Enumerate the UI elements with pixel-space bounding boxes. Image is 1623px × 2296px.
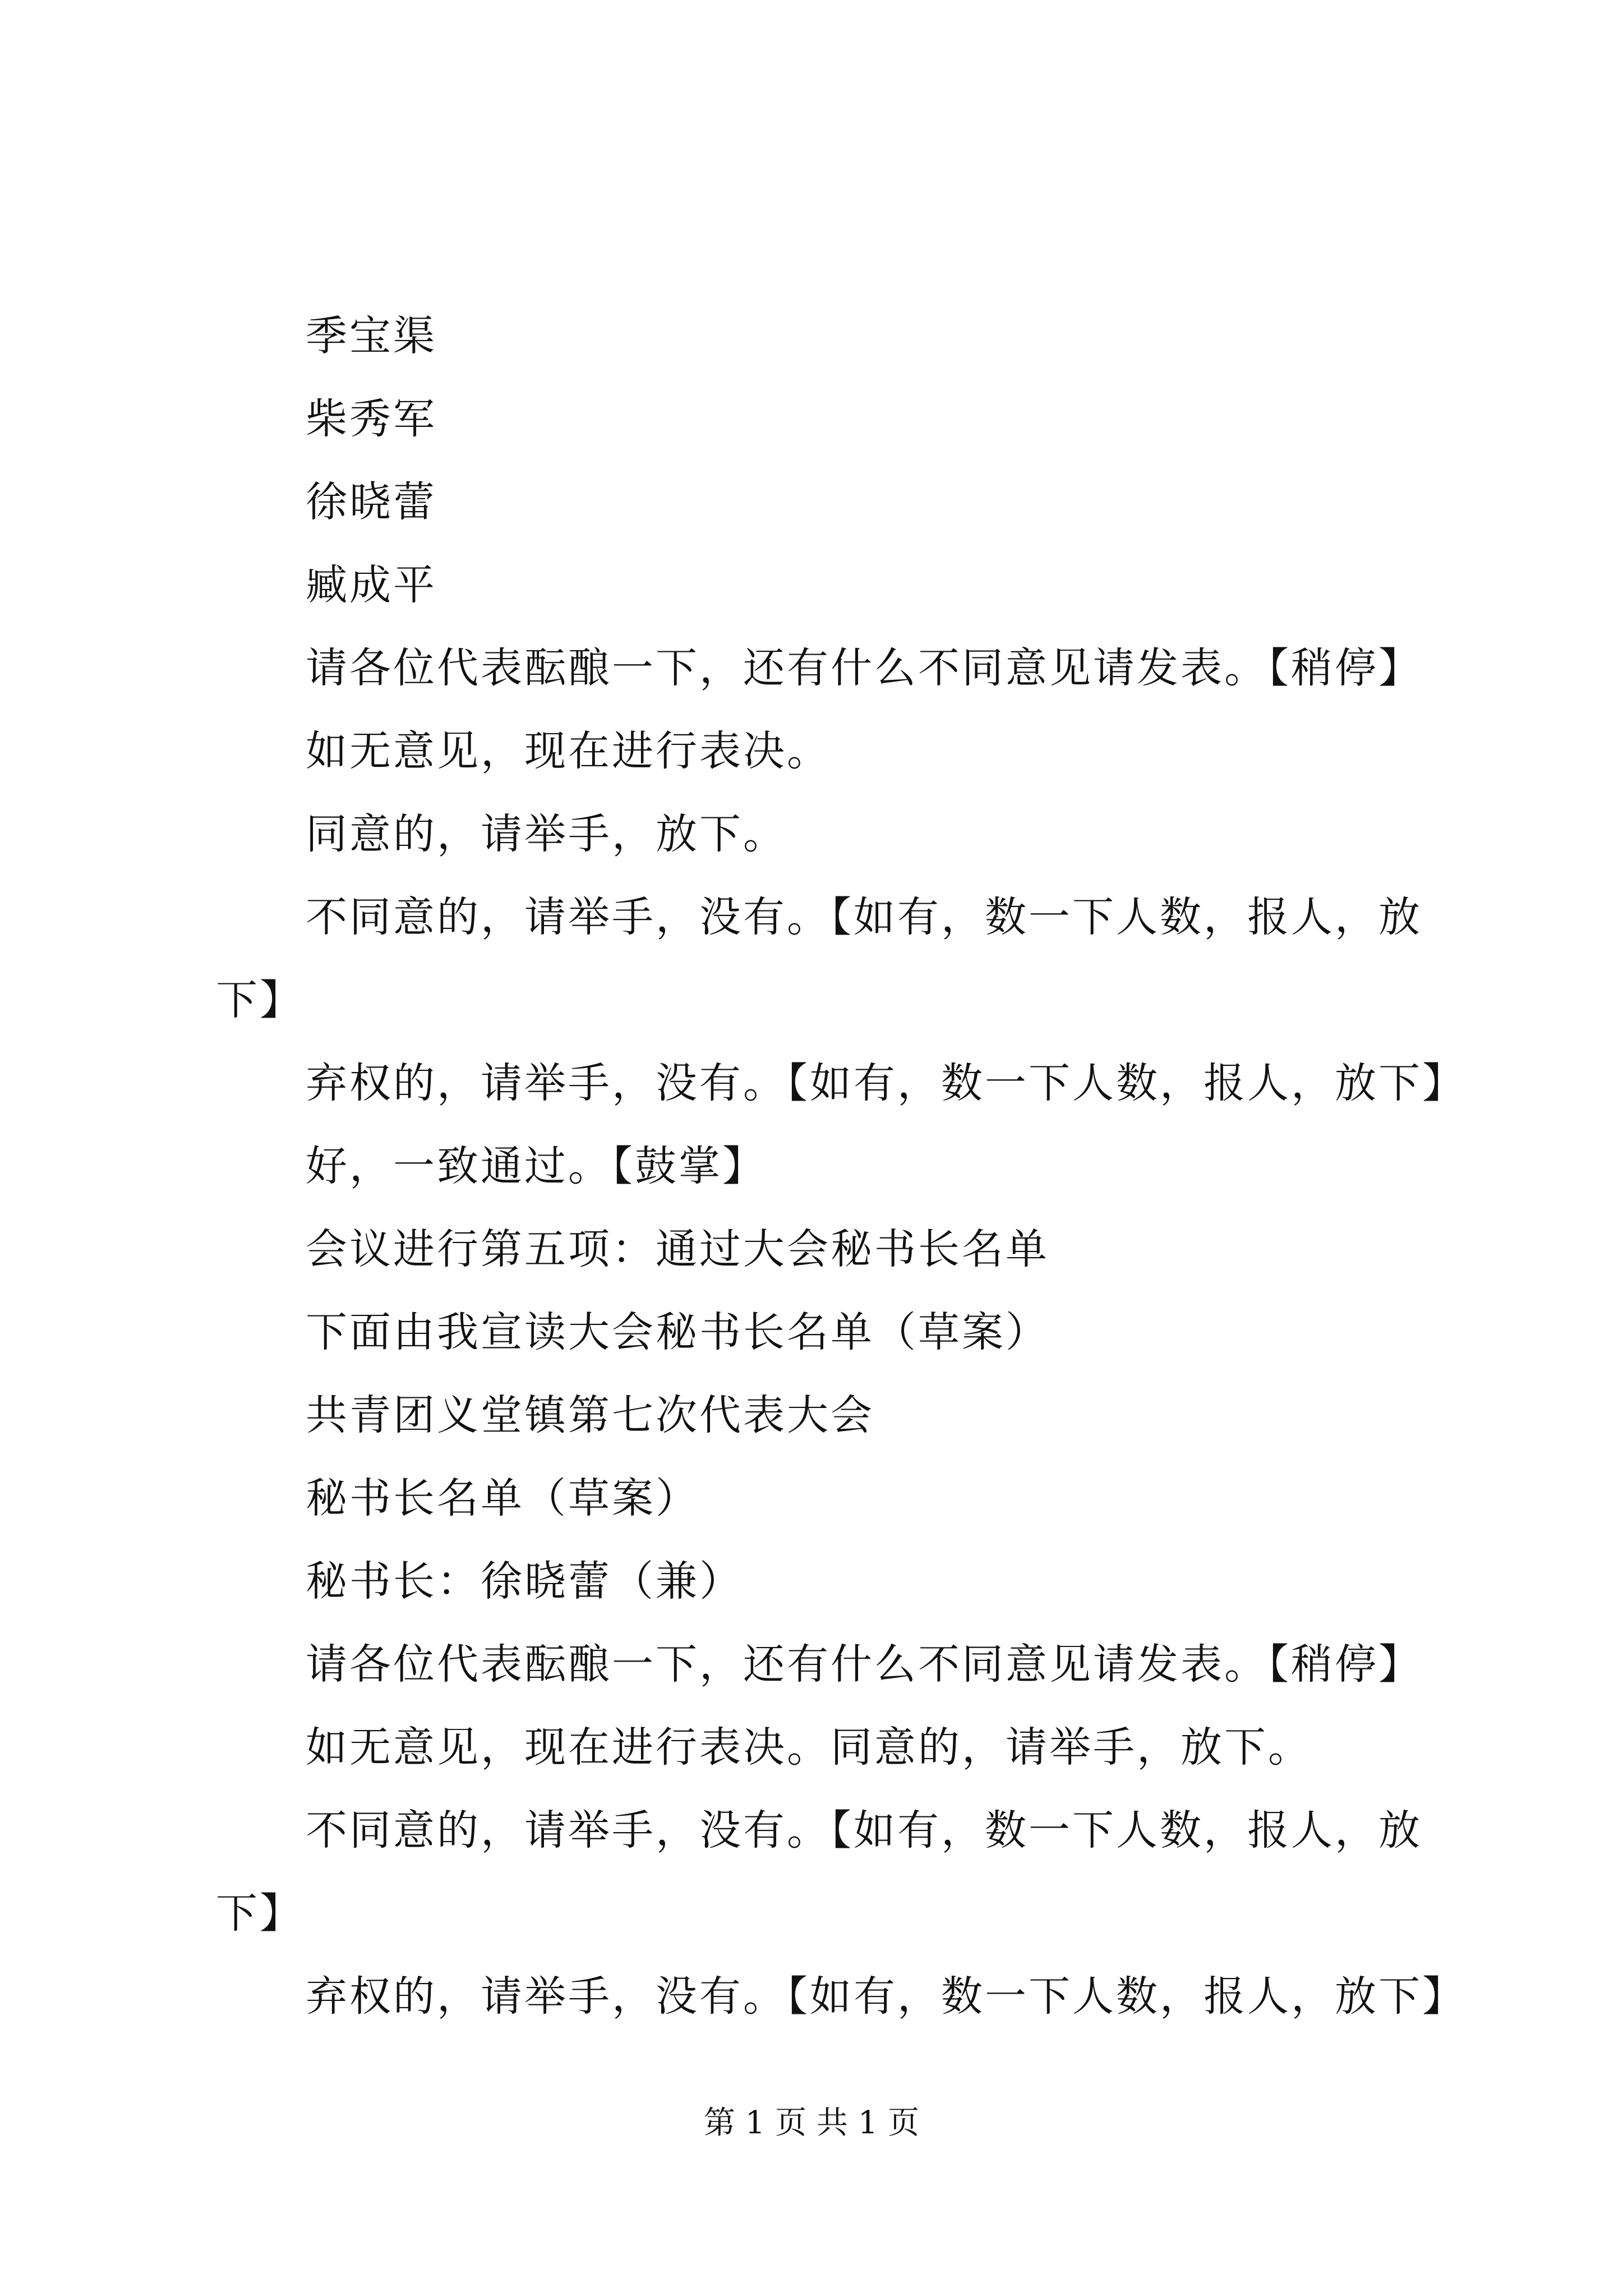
paragraph-line: 共青团义堂镇第七次代表大会 (306, 1391, 874, 1439)
paragraph-line: 请各位代表酝酿一下，还有什么不同意见请发表。【稍停】 (306, 1640, 1422, 1688)
paragraph-line: 如无意见，现在进行表决。同意的，请举手，放下。 (306, 1723, 1312, 1772)
paragraph-line: 秘书长：徐晓蕾（兼） (306, 1557, 743, 1605)
paragraph-line: 不同意的，请举手，没有。【如有，数一下人数，报人，放 (306, 893, 1422, 941)
paragraph-line: 臧成平 (306, 561, 437, 609)
paragraph-line: 如无意见，现在进行表决。 (306, 727, 831, 775)
document-body (216, 295, 1472, 2038)
paragraph-line: 请各位代表酝酿一下，还有什么不同意见请发表。【稍停】 (306, 644, 1422, 692)
paragraph-line: 季宝渠 (306, 312, 437, 360)
paragraph-line: 好，一致通过。【鼓掌】 (306, 1142, 766, 1190)
page-footer: 第 1 页 共 1 页 (703, 2105, 920, 2141)
paragraph-line: 弃权的，请举手，没有。【如有，数一下人数，报人，放下】 (306, 1972, 1466, 2021)
paragraph-continuation-line: 下】 (216, 976, 303, 1024)
paragraph-line: 会议进行第五项：通过大会秘书长名单 (306, 1225, 1049, 1273)
paragraph-line: 不同意的，请举手，没有。【如有，数一下人数，报人，放 (306, 1806, 1422, 1855)
paragraph-line: 柴秀军 (306, 395, 437, 443)
paragraph-line: 同意的，请举手，放下。 (306, 810, 787, 858)
paragraph-continuation-line: 下】 (216, 1889, 303, 1938)
paragraph-line: 徐晓蕾 (306, 478, 437, 526)
paragraph-line: 秘书长名单（草案） (306, 1474, 699, 1522)
paragraph-line: 弃权的，请举手，没有。【如有，数一下人数，报人，放下】 (306, 1059, 1466, 1107)
paragraph-line: 下面由我宣读大会秘书长名单（草案） (306, 1308, 1049, 1356)
